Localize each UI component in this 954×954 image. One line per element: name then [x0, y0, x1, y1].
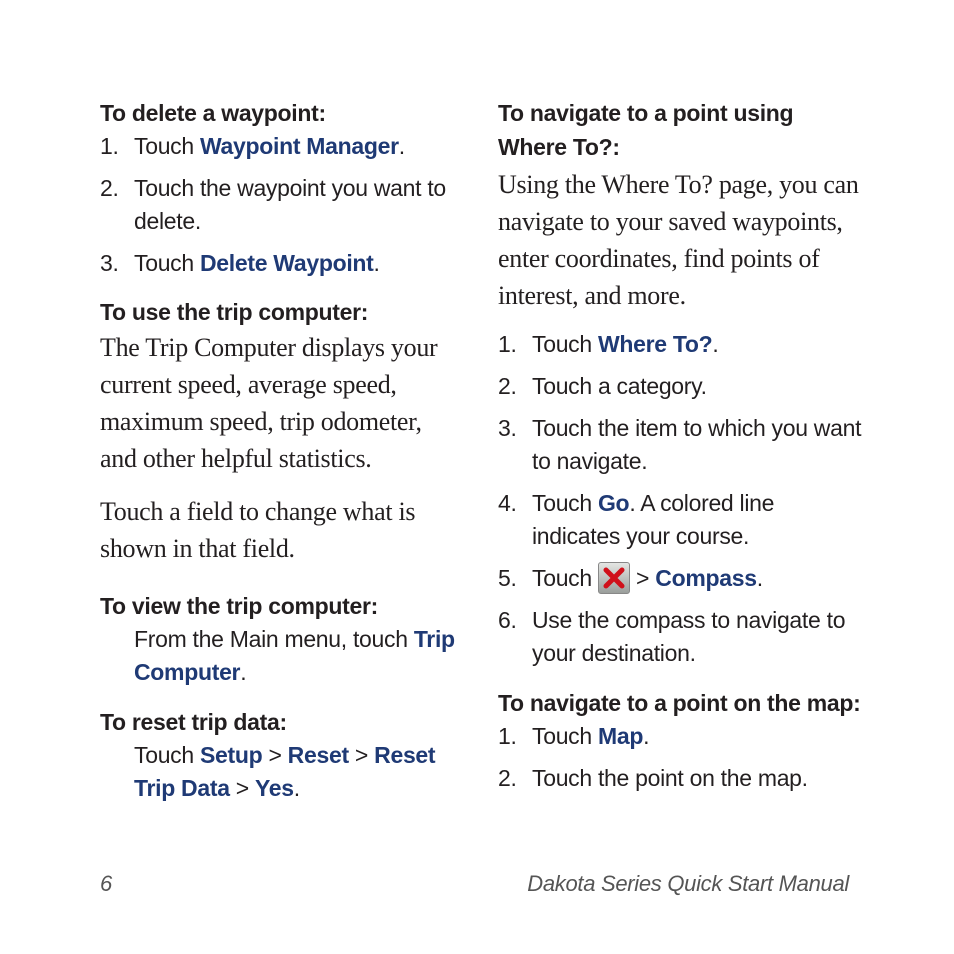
- list-item: 1. Touch Where To?.: [498, 331, 719, 357]
- where-to-steps: [498, 328, 868, 670]
- left-column: [100, 96, 460, 805]
- page-number: 6: [100, 871, 113, 896]
- right-column: [498, 96, 868, 795]
- trip-computer-link: Trip Computer: [134, 626, 455, 685]
- go-link: Go: [597, 490, 630, 516]
- list-item: 3. Touch Delete Waypoint.: [100, 250, 380, 276]
- list-item: 2. Touch the waypoint you want to delete.: [100, 175, 446, 234]
- list-item: 3. Touch the item to which you want to navigate.: [498, 415, 862, 474]
- close-icon: [603, 567, 625, 589]
- map-link: Map: [597, 723, 644, 749]
- trip-computer-heading: To use the trip computer:: [100, 299, 369, 325]
- trip-computer-description: The Trip Computer displays your current speed, average speed, maximum speed, trip odometer, and other helpful statistics.: [100, 333, 438, 473]
- view-trip-heading: To view the trip computer:: [100, 593, 379, 619]
- compass-link: Compass: [655, 565, 757, 591]
- reset-trip-data-link: Reset Trip Data: [134, 742, 436, 801]
- delete-waypoint-steps: [100, 130, 460, 280]
- close-button-graphic: [598, 562, 630, 594]
- list-item: 5. Touch > Compass.: [498, 562, 868, 595]
- map-heading: To navigate to a point on the map:: [498, 690, 861, 716]
- reset-link: Reset: [287, 742, 349, 768]
- where-to-heading: To navigate to a point using Where To?:: [498, 100, 794, 160]
- list-item: 4. Touch Go. A colored line indicates your course.: [498, 490, 775, 549]
- list-item: 1. Touch Waypoint Manager.: [100, 133, 405, 159]
- waypoint-manager-link: Waypoint Manager: [199, 133, 399, 159]
- list-item: 2. Touch the point on the map.: [498, 765, 808, 791]
- manual-title: Dakota Series Quick Start Manual: [527, 871, 849, 896]
- where-to-link: Where To?: [597, 331, 713, 357]
- list-item: 1. Touch Map.: [498, 723, 650, 749]
- reset-trip-heading: To reset trip data:: [100, 709, 287, 735]
- trip-computer-field-tip: Touch a field to change what is shown in that field.: [100, 497, 416, 563]
- list-item: 2. Touch a category.: [498, 373, 707, 399]
- where-to-description: Using the Where To? page, you can navigate to your saved waypoints, enter coordinates, find points of interest, and more.: [498, 170, 859, 310]
- reset-trip-instruction: Touch Setup > Reset > Reset Trip Data > Yes.: [134, 742, 436, 801]
- list-item: 6. Use the compass to navigate to your destination.: [498, 607, 846, 666]
- yes-link: Yes: [255, 775, 294, 801]
- delete-waypoint-heading: To delete a waypoint:: [100, 100, 326, 126]
- delete-waypoint-link: Delete Waypoint: [199, 250, 374, 276]
- setup-link: Setup: [199, 742, 263, 768]
- view-trip-instruction: From the Main menu, touch Trip Computer.: [134, 626, 455, 685]
- map-steps: [498, 720, 868, 795]
